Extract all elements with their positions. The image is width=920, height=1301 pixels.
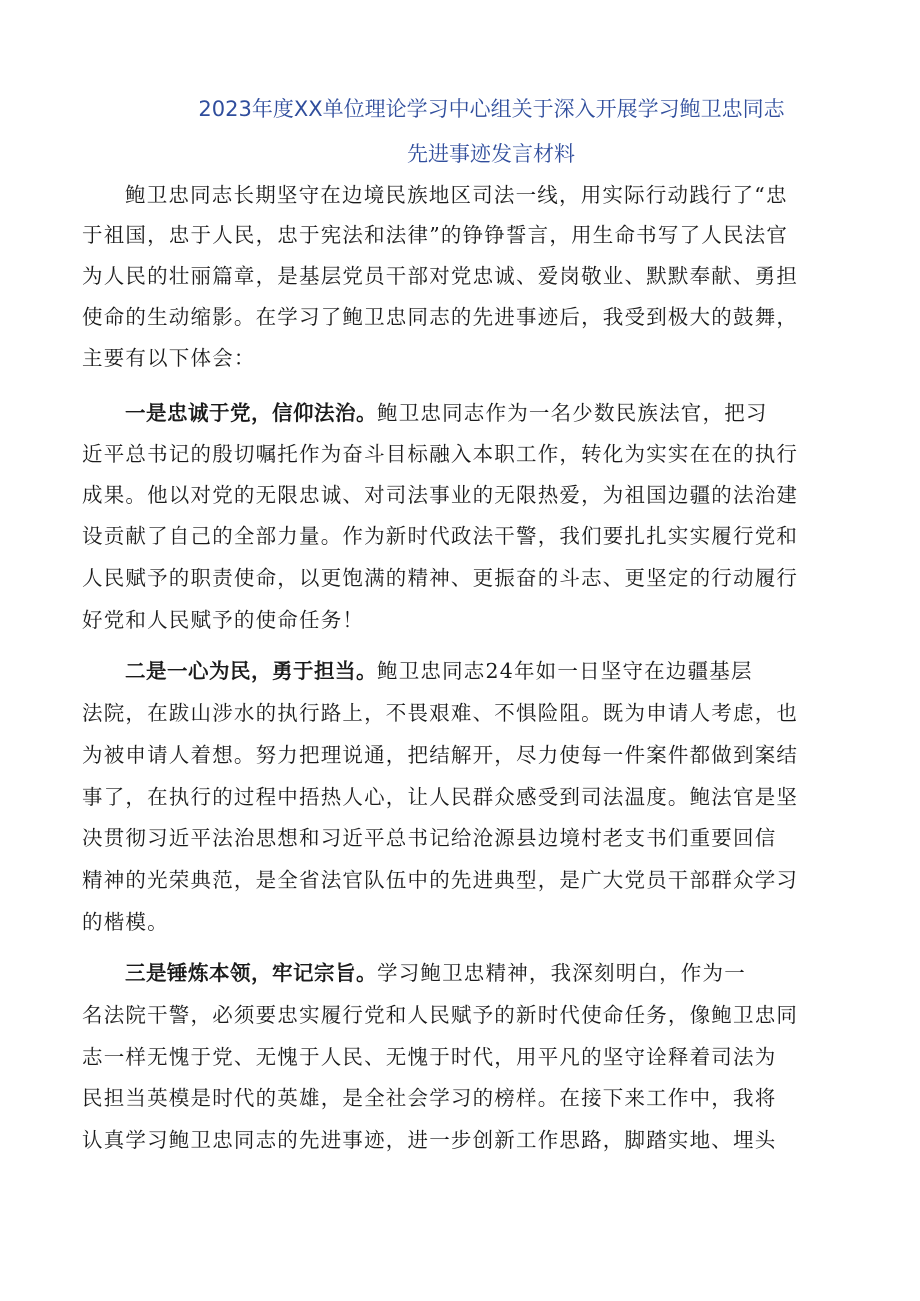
section-2-heading: 二是一心为民，勇于担当。: [125, 659, 377, 683]
document-title-line-1: 2023年度XX单位理论学习中心组关于深入开展学习鲍卫忠同志: [198, 97, 785, 121]
section-3-heading: 三是锤炼本领，牢记宗旨。: [125, 961, 377, 985]
section-2-line: 精神的光荣典范，是全省法官队伍中的先进典型，是广大党员干部群众学习: [82, 868, 799, 892]
document-title-line-2: 先进事迹发言材料: [407, 142, 575, 166]
section-1-line: 成果。他以对党的无限忠诚、对司法事业的无限热爱，为祖国边疆的法治建: [82, 483, 799, 507]
section-1-first-line: [125, 393, 885, 433]
section-1-line: 近平总书记的殷切嘱托作为奋斗目标融入本职工作，转化为实实在在的执行: [82, 442, 799, 466]
section-2-first-line: [125, 651, 885, 691]
section-2-first-line-text: 鲍卫忠同志24年如一日坚守在边疆基层: [377, 659, 753, 683]
section-2-line: 法院，在跋山涉水的执行路上，不畏艰难、不惧险阻。既为申请人考虑，也: [82, 701, 799, 725]
section-1-first-line-text: 鲍卫忠同志作为一名少数民族法官，把习: [377, 401, 768, 425]
section-3-line: 名法院干警，必须要忠实履行党和人民赋予的新时代使命任务，像鲍卫忠同: [82, 1003, 799, 1027]
section-2-line: 决贯彻习近平法治思想和习近平总书记给沧源县边境村老支书们重要回信: [82, 826, 777, 850]
intro-line: 主要有以下体会：: [82, 346, 256, 370]
section-3-line: 认真学习鲍卫忠同志的先进事迹，进一步创新工作思路，脚踏实地、埋头: [82, 1128, 777, 1152]
section-3-first-line-text: 学习鲍卫忠精神，我深刻明白，作为一: [377, 961, 746, 985]
section-1-line: 设贡献了自己的全部力量。作为新时代政法干警，我们要扎扎实实履行党和: [82, 524, 799, 548]
intro-line: 使命的生动缩影。在学习了鲍卫忠同志的先进事迹后，我受到极大的鼓舞，: [82, 305, 799, 329]
section-2-line: 事了，在执行的过程中捂热人心，让人民群众感受到司法温度。鲍法官是坚: [82, 785, 799, 809]
section-1-line: 好党和人民赋予的使命任务！: [82, 608, 365, 632]
section-3-first-line: [125, 953, 885, 993]
section-1-line: 人民赋予的职责使命，以更饱满的精神、更振奋的斗志、更坚定的行动履行: [82, 566, 799, 590]
section-3-line: 志一样无愧于党、无愧于人民、无愧于时代，用平凡的坚守诠释着司法为: [82, 1045, 777, 1069]
intro-line: 鲍卫忠同志长期坚守在边境民族地区司法一线，用实际行动践行了“忠: [125, 183, 788, 207]
intro-line: 于祖国，忠于人民，忠于宪法和法律”的铮铮誓言，用生命书写了人民法官: [82, 223, 789, 247]
section-2-line: 为被申请人着想。努力把理说通，把结解开，尽力使每一件案件都做到案结: [82, 743, 799, 767]
intro-line: 为人民的壮丽篇章，是基层党员干部对党忠诚、爱岗敬业、默默奉献、勇担: [82, 264, 799, 288]
section-2-line: 的楷模。: [82, 910, 169, 934]
section-3-line: 民担当英模是时代的英雄，是全社会学习的榜样。在接下来工作中，我将: [82, 1086, 777, 1110]
section-1-heading: 一是忠诚于党，信仰法治。: [125, 401, 377, 425]
